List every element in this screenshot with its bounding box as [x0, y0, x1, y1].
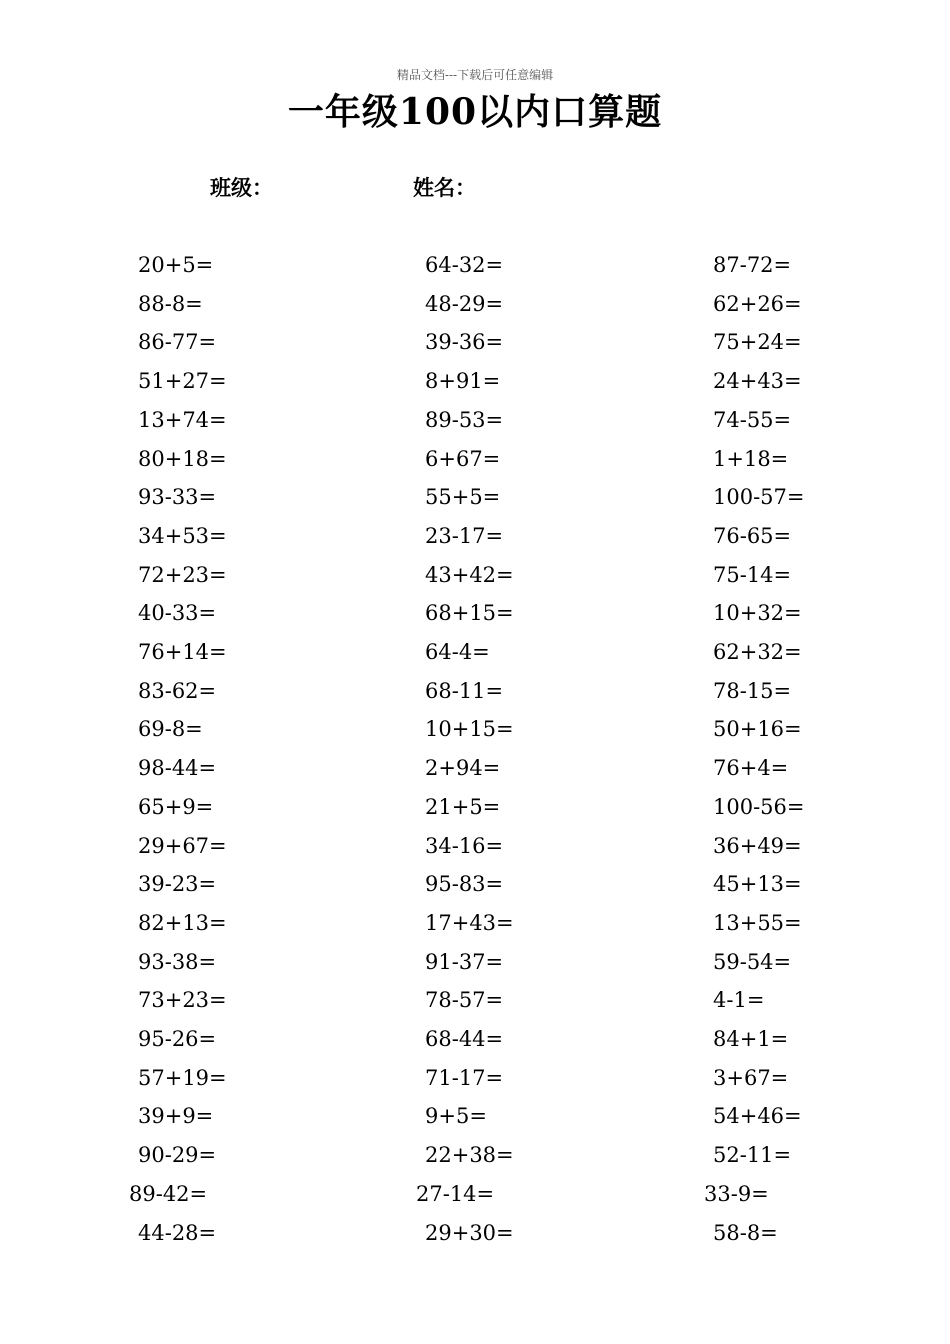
problem-item: 88-8=: [138, 292, 203, 316]
problem-item: 1+18=: [713, 447, 789, 471]
problem-item: 44-28=: [138, 1221, 217, 1245]
problem-item: 17+43=: [425, 911, 514, 935]
problem-item: 86-77=: [138, 330, 217, 354]
problem-item: 84+1=: [713, 1027, 789, 1051]
problem-item: 21+5=: [425, 795, 501, 819]
problem-item: 34-16=: [425, 834, 504, 858]
problem-item: 9+5=: [425, 1104, 487, 1128]
watermark-text: 精品文档---下载后可任意编辑: [396, 68, 554, 82]
problem-item: 24+43=: [713, 369, 802, 393]
problem-item: 55+5=: [425, 485, 501, 509]
problem-item: 39-36=: [425, 330, 504, 354]
problem-item: 69-8=: [138, 717, 203, 741]
problem-item: 93-38=: [138, 950, 217, 974]
problem-item: 13+55=: [713, 911, 802, 935]
problem-item: 3+67=: [713, 1066, 789, 1090]
problem-item: 23-17=: [425, 524, 504, 548]
problem-item: 4-1=: [713, 988, 765, 1012]
problem-item: 91-37=: [425, 950, 504, 974]
problem-item: 54+46=: [713, 1104, 802, 1128]
problem-item: 51+27=: [138, 369, 227, 393]
problem-item: 13+74=: [138, 408, 227, 432]
problem-item: 20+5=: [138, 253, 214, 277]
class-label: 班级：: [210, 175, 273, 200]
problem-item: 64-4=: [425, 640, 490, 664]
problem-item: 76-65=: [713, 524, 792, 548]
problem-item: 8+91=: [425, 369, 501, 393]
problem-item: 29+67=: [138, 834, 227, 858]
problem-item: 39-23=: [138, 872, 217, 896]
problem-item: 36+49=: [713, 834, 802, 858]
problem-item: 45+13=: [713, 872, 802, 896]
problem-item: 73+23=: [138, 988, 227, 1012]
problem-item: 48-29=: [425, 292, 504, 316]
problem-item: 2+94=: [425, 756, 501, 780]
problem-item: 10+15=: [425, 717, 514, 741]
problem-item: 100-57=: [713, 485, 805, 509]
problem-item: 76+14=: [138, 640, 227, 664]
problem-item: 68-11=: [425, 679, 504, 703]
problem-item: 89-42=: [129, 1182, 208, 1206]
problem-item: 6+67=: [425, 447, 501, 471]
problem-item: 68-44=: [425, 1027, 504, 1051]
problem-item: 95-26=: [138, 1027, 217, 1051]
problem-item: 65+9=: [138, 795, 214, 819]
problem-item: 74-55=: [713, 408, 792, 432]
problem-item: 95-83=: [425, 872, 504, 896]
problem-item: 80+18=: [138, 447, 227, 471]
problem-item: 89-53=: [425, 408, 504, 432]
problem-item: 98-44=: [138, 756, 217, 780]
problem-item: 34+53=: [138, 524, 227, 548]
problem-item: 29+30=: [425, 1221, 514, 1245]
problem-item: 87-72=: [713, 253, 792, 277]
problem-item: 43+42=: [425, 563, 514, 587]
problem-item: 78-15=: [713, 679, 792, 703]
problem-item: 39+9=: [138, 1104, 214, 1128]
problem-item: 52-11=: [713, 1143, 792, 1167]
problem-item: 10+32=: [713, 601, 802, 625]
problem-item: 27-14=: [416, 1182, 495, 1206]
name-label: 姓名：: [413, 175, 476, 200]
problem-item: 82+13=: [138, 911, 227, 935]
problem-item: 40-33=: [138, 601, 217, 625]
problem-item: 75-14=: [713, 563, 792, 587]
problem-item: 83-62=: [138, 679, 217, 703]
problem-item: 64-32=: [425, 253, 504, 277]
problem-item: 68+15=: [425, 601, 514, 625]
problem-item: 57+19=: [138, 1066, 227, 1090]
problem-item: 90-29=: [138, 1143, 217, 1167]
problem-item: 59-54=: [713, 950, 792, 974]
problem-item: 62+32=: [713, 640, 802, 664]
problem-item: 75+24=: [713, 330, 802, 354]
problem-item: 93-33=: [138, 485, 217, 509]
problem-item: 33-9=: [704, 1182, 769, 1206]
page-title: 一年级100以内口算题: [287, 91, 663, 133]
problem-item: 72+23=: [138, 563, 227, 587]
problem-item: 22+38=: [425, 1143, 514, 1167]
problem-item: 71-17=: [425, 1066, 504, 1090]
problem-item: 100-56=: [713, 795, 805, 819]
problem-item: 78-57=: [425, 988, 504, 1012]
problem-item: 50+16=: [713, 717, 802, 741]
problem-item: 62+26=: [713, 292, 802, 316]
problem-item: 58-8=: [713, 1221, 778, 1245]
problem-item: 76+4=: [713, 756, 789, 780]
